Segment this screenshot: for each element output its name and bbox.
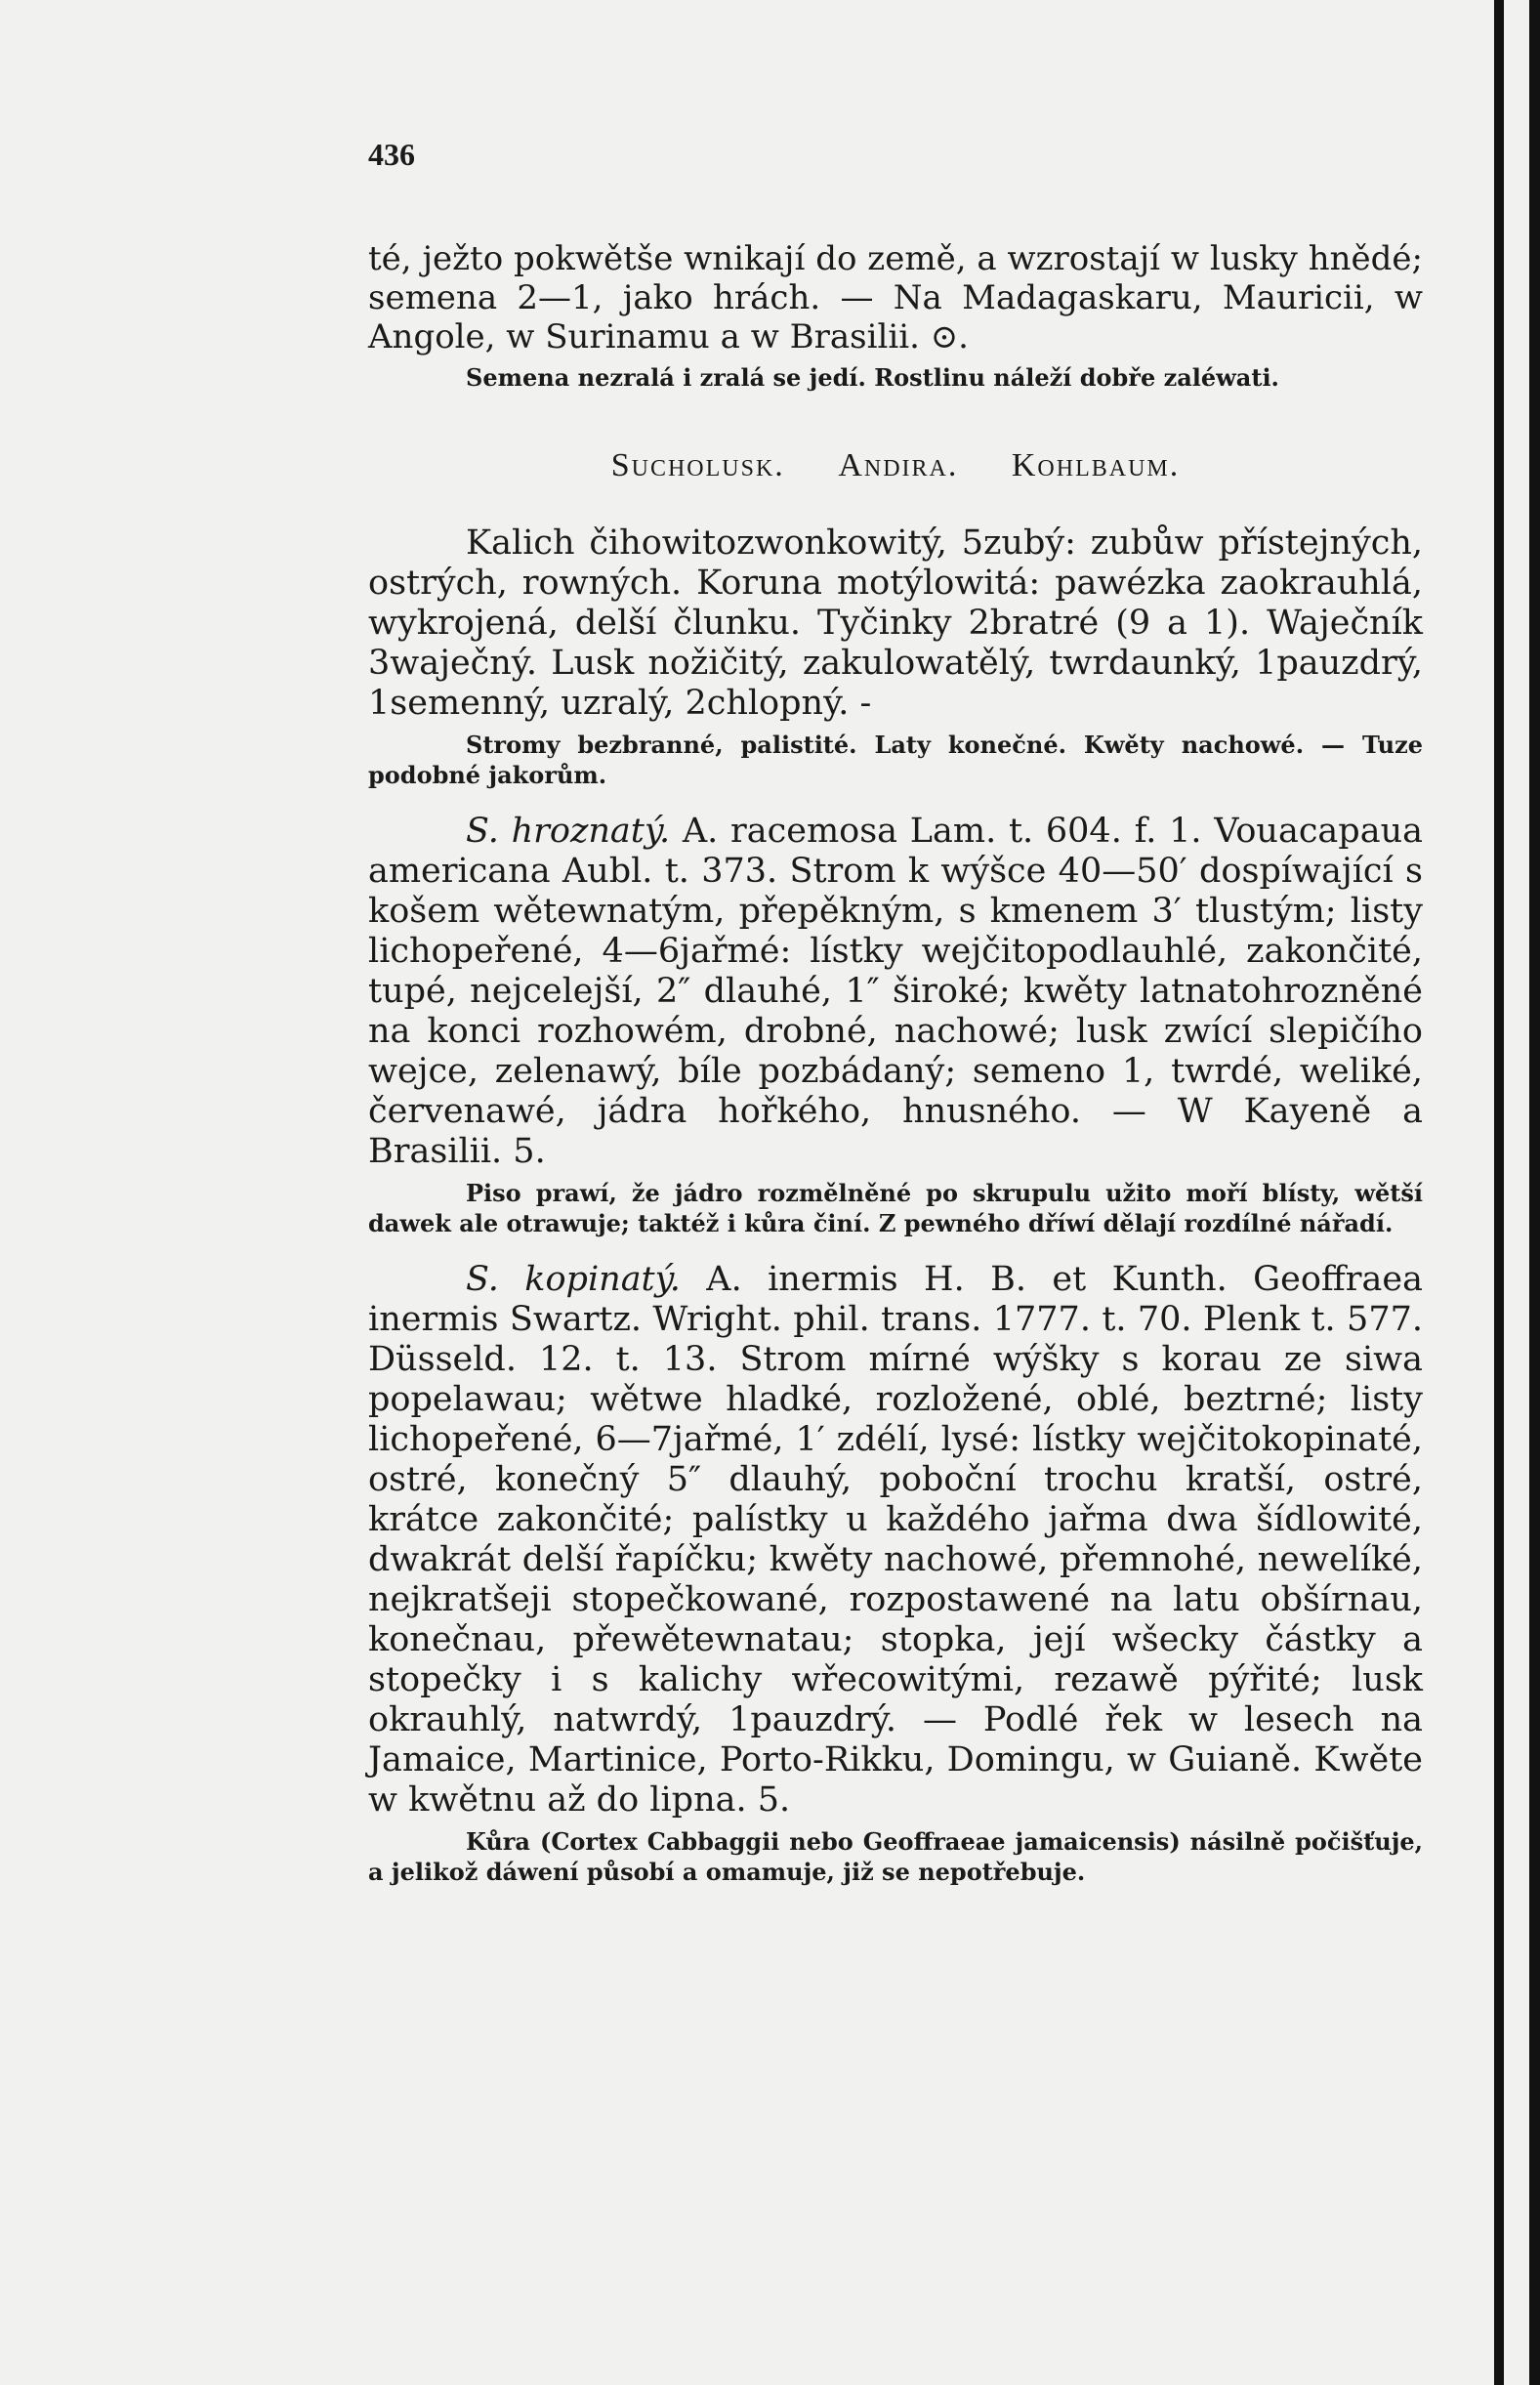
species-name-inermis: S. kopinatý.	[466, 1260, 681, 1299]
genus-description: Kalich čihowitozwonkowitý, 5zubý: zubůw přístejných, ostrých, rowných. Koruna motýlowitá: pawézka zaokrauhlá, wykrojená, delší člunku. Tyčinky 2bratré (9 a 1). Waječník 3waječný. Lusk nožičitý, zakulowatělý, twrdaunký, 1pauzdrý, 1semenný, uzralý, 2chlopný. -	[368, 523, 1423, 723]
species-entry-inermis	[368, 1260, 1423, 1820]
note-genus: Stromy bezbranné, palistité. Laty konečné. Kwěty nachowé. — Tuze podobné jakorům.	[368, 731, 1423, 789]
genus-name-latin: Andira.	[838, 447, 959, 483]
species-name-racemosa: S. hroznatý.	[466, 812, 671, 851]
species-text-racemosa: A. racemosa Lam. t. 604. f. 1. Vouacapaua americana Aubl. t. 373. Strom k wýšce 40—50′ dospíwající s košem wětewnatým, přepěkným, s kmenem 3′ tlustým; listy lichopeřené, 4—6jařmé: lístky wejčitopodlauhlé, zakončité, tupé, nejcelejší, 2″ dlauhé, 1″ široké; kwěty latnatohrozněné na konci rozhowém, drobné, nachowé; lusk zwící slepičího wejce, zelenawý, bíle pozbádaný; semeno 1, twrdé, weliké, červenawé, jádra hořkého, hnusného. — W Kayeně a Brasilii. 5.	[368, 812, 1423, 1171]
page-number: 436	[368, 137, 415, 172]
paragraph-continuation: té, ježto pokwětše wnikají do země, a wzrostají w lusky hnědé; semena 2—1, jako hrách. — Na Madagaskaru, Mauricii, w Angole, w Surinamu a w Brasilii. ⊙.	[368, 239, 1423, 356]
book-gutter-edge	[1494, 0, 1540, 2385]
note-racemosa: Piso prawí, že jádro rozmělněné po skrupulu užito moří blísty, wětší dawek ale otrawuje; taktéž i kůra činí. Z pewného dříwí dělají rozdílné nářadí.	[368, 1179, 1423, 1237]
species-text-inermis: A. inermis H. B. et Kunth. Geoffraea inermis Swartz. Wright. phil. trans. 1777. t. 70. Plenk t. 577. Düsseld. 12. t. 13. Strom mírné wýšky s korau ze siwa popelawau; wětwe hladké, rozložené, oblé, beztrné; listy lichopeřené, 6—7jařmé, 1′ zdélí, lysé: lístky wejčitokopinaté, ostré, konečný 5″ dlauhý, poboční trochu kratší, ostré, krátce zakončité; palístky u každého jařma dwa šídlowité, dwakrát delší řapíčku; kwěty nachowé, přemnohé, newelíké, nejkratšeji stopečkowané, rozpostawené na latu obšírnau, konečnau, přewětewnatau; stopka, její wšecky částky a stopečky i s kalichy wřecowitými, rezawě pýřité; lusk okrauhlý, natwrdý, 1pauzdrý. — Podlé řek w lesech na Jamaice, Martinice, Porto-Rikku, Domingu, w Guianě. Kwěte w kwětnu až do lipna. 5.	[368, 1260, 1423, 1820]
page-content	[368, 137, 1423, 1887]
next-page-strip	[1504, 0, 1529, 2385]
genus-name-czech: Sucholusk.	[610, 447, 785, 483]
species-entry-racemosa	[368, 812, 1423, 1172]
genus-heading	[368, 447, 1423, 484]
note-inermis: Kůra (Cortex Cabbaggii nebo Geoffraeae jamaicensis) násilně počišťuje, a jelikož dáwení působí a omamuje, již se nepotřebuje.	[368, 1827, 1423, 1886]
note-edibility: Semena nezralá i zralá se jedí. Rostlinu náleží dobře zaléwati.	[466, 363, 1279, 392]
genus-name-german: Kohlbaum.	[1011, 447, 1181, 483]
